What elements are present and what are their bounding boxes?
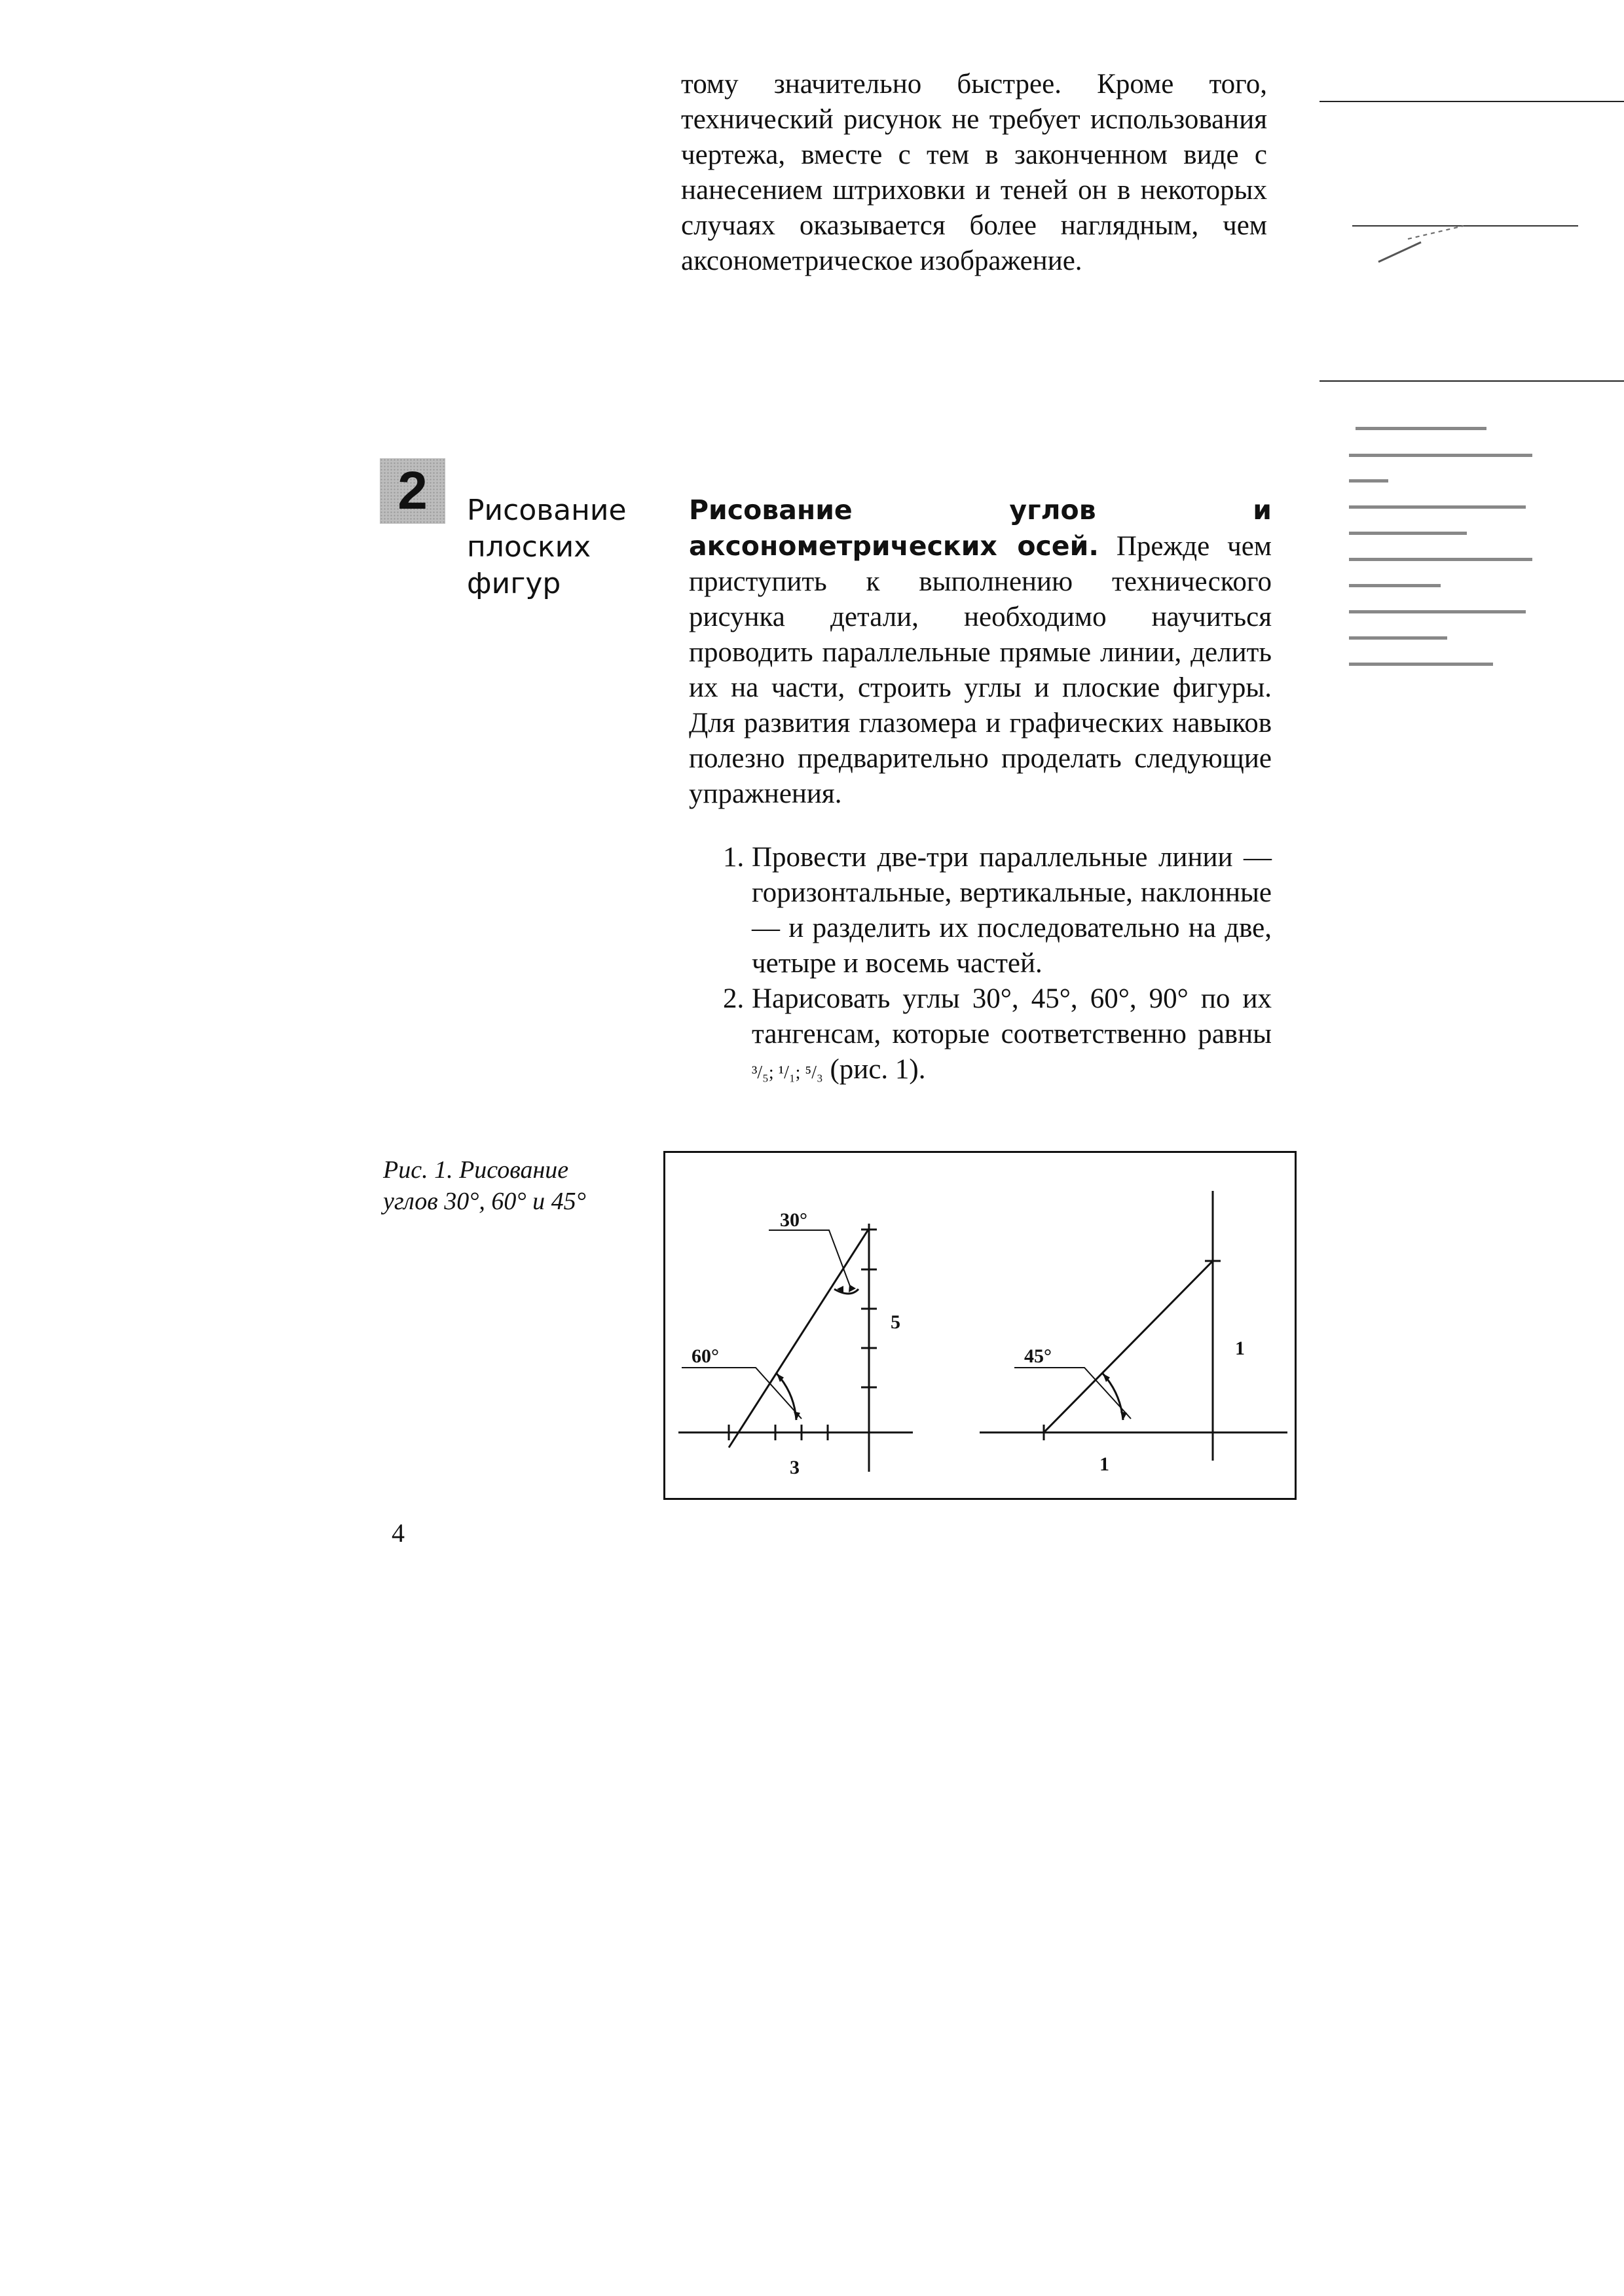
tangent-fractions: ³/₅; ¹/₁; ⁵/₃ xyxy=(752,1063,823,1083)
chapter-number: 2 xyxy=(397,461,428,520)
chapter-number-badge xyxy=(380,458,445,524)
caption-line: углов 30°, 60° и 45° xyxy=(383,1188,586,1215)
exercise-text-tail: (рис. 1). xyxy=(830,1054,926,1085)
chapter-title xyxy=(467,492,637,602)
caption-line: Рис. 1. Рисование xyxy=(383,1156,569,1184)
tick-marks xyxy=(729,1230,877,1440)
exercise-text: Нарисовать углы 30°, 45°, 60°, 90° по их тангенсам, которые соответственно равны xyxy=(752,983,1272,1049)
figure-caption xyxy=(383,1154,619,1217)
chapter-title-line: плоских xyxy=(467,530,591,564)
list-item xyxy=(723,981,1272,1091)
label-30-deg: 30° xyxy=(780,1209,807,1231)
tick-marks xyxy=(1044,1261,1221,1440)
exercise-number: 2. xyxy=(723,983,745,1014)
hypotenuse xyxy=(1044,1261,1213,1432)
label-45-deg: 45° xyxy=(1024,1345,1052,1367)
margin-scan-artifacts xyxy=(1316,65,1624,753)
exercise-list xyxy=(723,840,1272,1091)
leader-30 xyxy=(769,1230,851,1288)
figure-frame xyxy=(663,1151,1297,1500)
chapter-title-line: фигур xyxy=(467,567,561,600)
intro-text: тому значительно быстрее. Кроме того, технический рисунок не требует использования чертежа, вместе с тем в законченном виде с нанесением штриховки и теней он в некоторых случаях оказывается более наглядным, чем аксонометрическое изображение. xyxy=(681,69,1267,276)
page-number: 4 xyxy=(392,1518,405,1548)
section-paragraph xyxy=(689,492,1272,812)
arrowhead xyxy=(1120,1412,1127,1420)
angle-construction-diagram xyxy=(665,1153,1295,1498)
exercise-text: Провести две-три параллельные линии — горизонтальные, вертикальные, наклонные — и разделить их последовательно на две, четыре и восемь частей. xyxy=(752,842,1272,979)
label-horizontal-1: 1 xyxy=(1099,1453,1109,1475)
list-item xyxy=(723,840,1272,981)
label-horizontal-3: 3 xyxy=(790,1457,800,1478)
chapter-title-line: Рисование xyxy=(467,494,627,527)
label-60-deg: 60° xyxy=(692,1345,719,1367)
arc-30 xyxy=(834,1289,858,1294)
label-vertical-1: 1 xyxy=(1235,1338,1245,1359)
intro-paragraph xyxy=(681,67,1267,279)
section-body: Прежде чем приступить к выполнению технического рисунка детали, необходимо научиться проводить параллельные прямые линии, делить их на части, строить углы и плоские фигуры. Для развития глазомера и графических навыков полезно предварительно проделать следующие упражнения. xyxy=(689,531,1272,809)
label-vertical-5: 5 xyxy=(891,1311,900,1333)
leader-45 xyxy=(1014,1368,1131,1419)
section-lead: Рисование углов и аксонометрических осей. xyxy=(689,494,1272,562)
leader-60 xyxy=(682,1368,802,1419)
exercise-number: 1. xyxy=(723,842,745,873)
